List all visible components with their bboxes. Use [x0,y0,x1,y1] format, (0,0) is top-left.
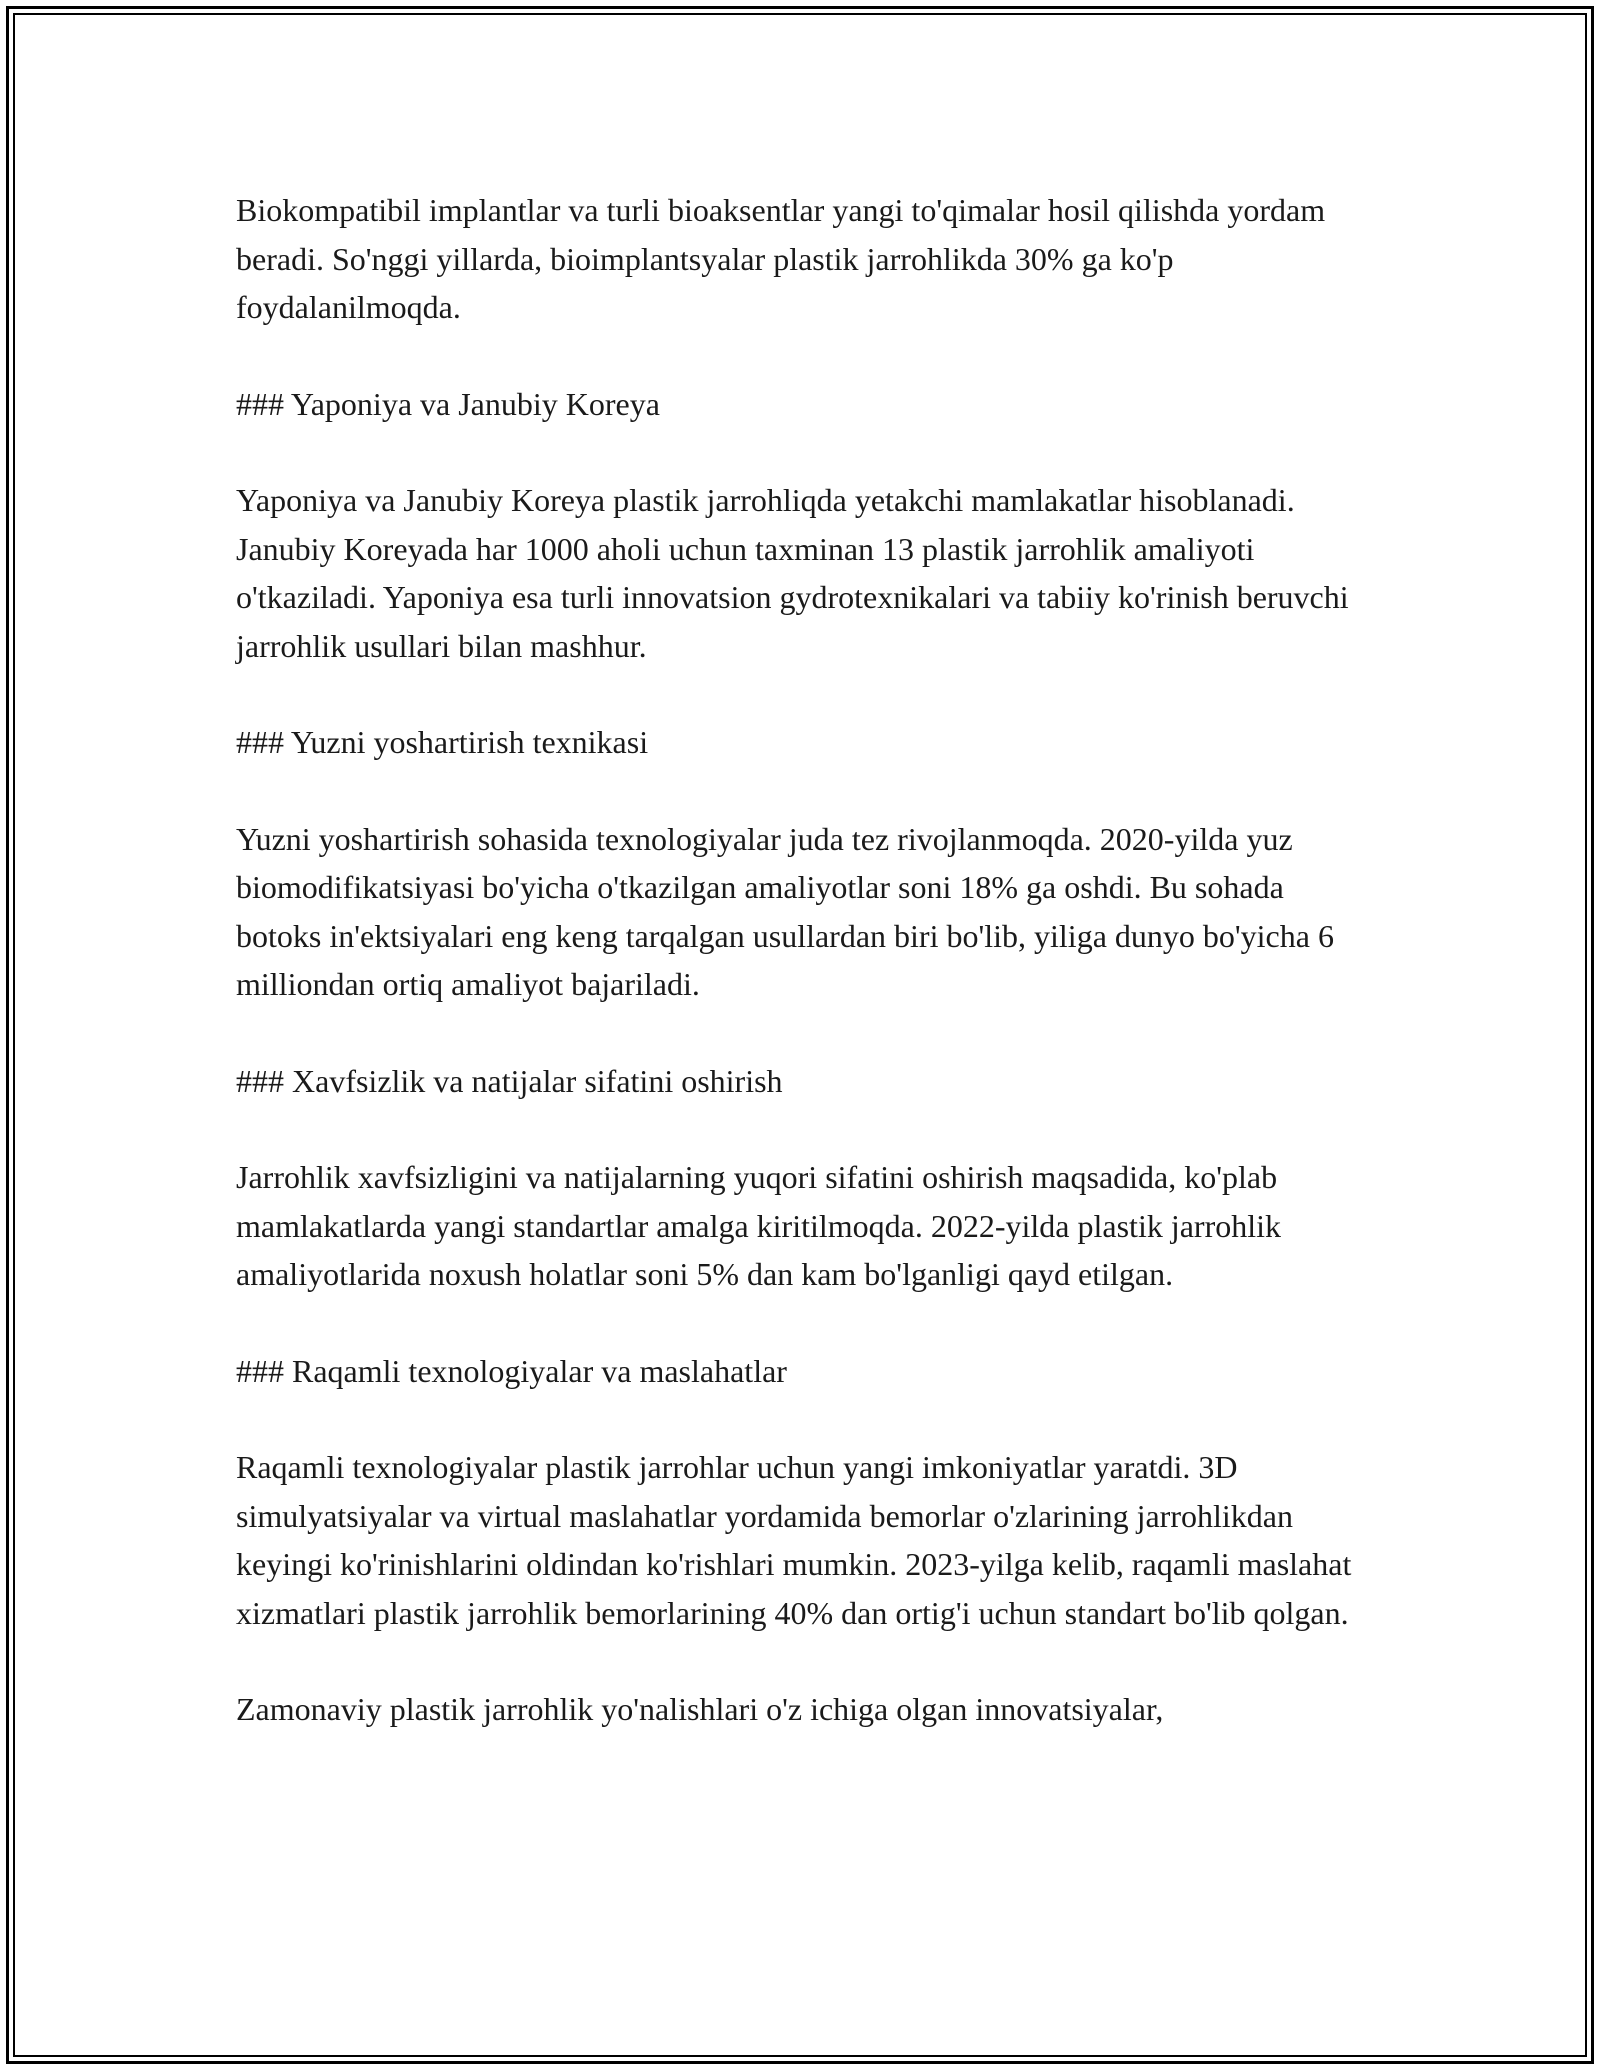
heading-safety-quality: ### Xavfsizlik va natijalar sifatini oshirish [236,1062,783,1099]
paragraph-safety-quality: Jarrohlik xavfsizligini va natijalarning yuqori sifatini oshirish maqsadida, ko'plab mamlakatlarda yangi standartlar amalga kiritilmoqda. 2022-yilda plastik jarrohlik amaliyotlarida noxush holatlar soni 5% dan kam bo'lganligi qayd etilgan. [236,1159,1282,1292]
paragraph-face-rejuvenation: Yuzni yoshartirish sohasida texnologiyalar juda tez rivojlanmoqda. 2020-yilda yuz biomodifikatsiyasi bo'yicha o'tkazilgan amaliyotlar soni 18% ga oshdi. Bu sohada botoks in'ektsiyalari eng keng tarqalgan usullardan biri bo'lib, yiliga dunyo bo'yicha 6 milliondan ortiq amaliyot bajariladi. [236,820,1334,1002]
document-body [236,186,1376,1782]
paragraph-modern-directions: Zamonaviy plastik jarrohlik yo'nalishlari o'z ichiga olgan innovatsiyalar, [236,1691,1164,1727]
heading-japan-korea: ### Yaponiya va Janubiy Koreya [236,385,660,422]
paragraph-biocompatible-implants: Biokompatibil implantlar va turli bioaksentlar yangi to'qimalar hosil qilishda yordam beradi. So'nggi yillarda, bioimplantsyalar plastik jarrohlikda 30% ga ko'p foydalanilmoqda. [236,192,1326,325]
paragraph-japan-korea: Yaponiya va Janubiy Koreya plastik jarrohliqda yetakchi mamlakatlar hisoblanadi. Janubiy Koreyada har 1000 aholi uchun taxminan 13 plastik jarrohlik amaliyoti o'tkaziladi. Yaponiya esa turli innovatsion gydrotexnikalari va tabiiy ko'rinish beruvchi jarrohlik usullari bilan mashhur. [236,482,1349,664]
heading-digital-technologies: ### Raqamli texnologiyalar va maslahatlar [236,1352,787,1389]
paragraph-digital-technologies: Raqamli texnologiyalar plastik jarrohlar uchun yangi imkoniyatlar yaratdi. 3D simulyatsiyalar va virtual maslahatlar yordamida bemorlar o'zlarining jarrohlikdan keyingi ko'rinishlarini oldindan ko'rishlari mumkin. 2023-yilga kelib, raqamli maslahat xizmatlari plastik jarrohlik bemorlarining 40% dan ortig'i uchun standart bo'lib qolgan. [236,1449,1352,1631]
heading-face-rejuvenation: ### Yuzni yoshartirish texnikasi [236,724,649,760]
